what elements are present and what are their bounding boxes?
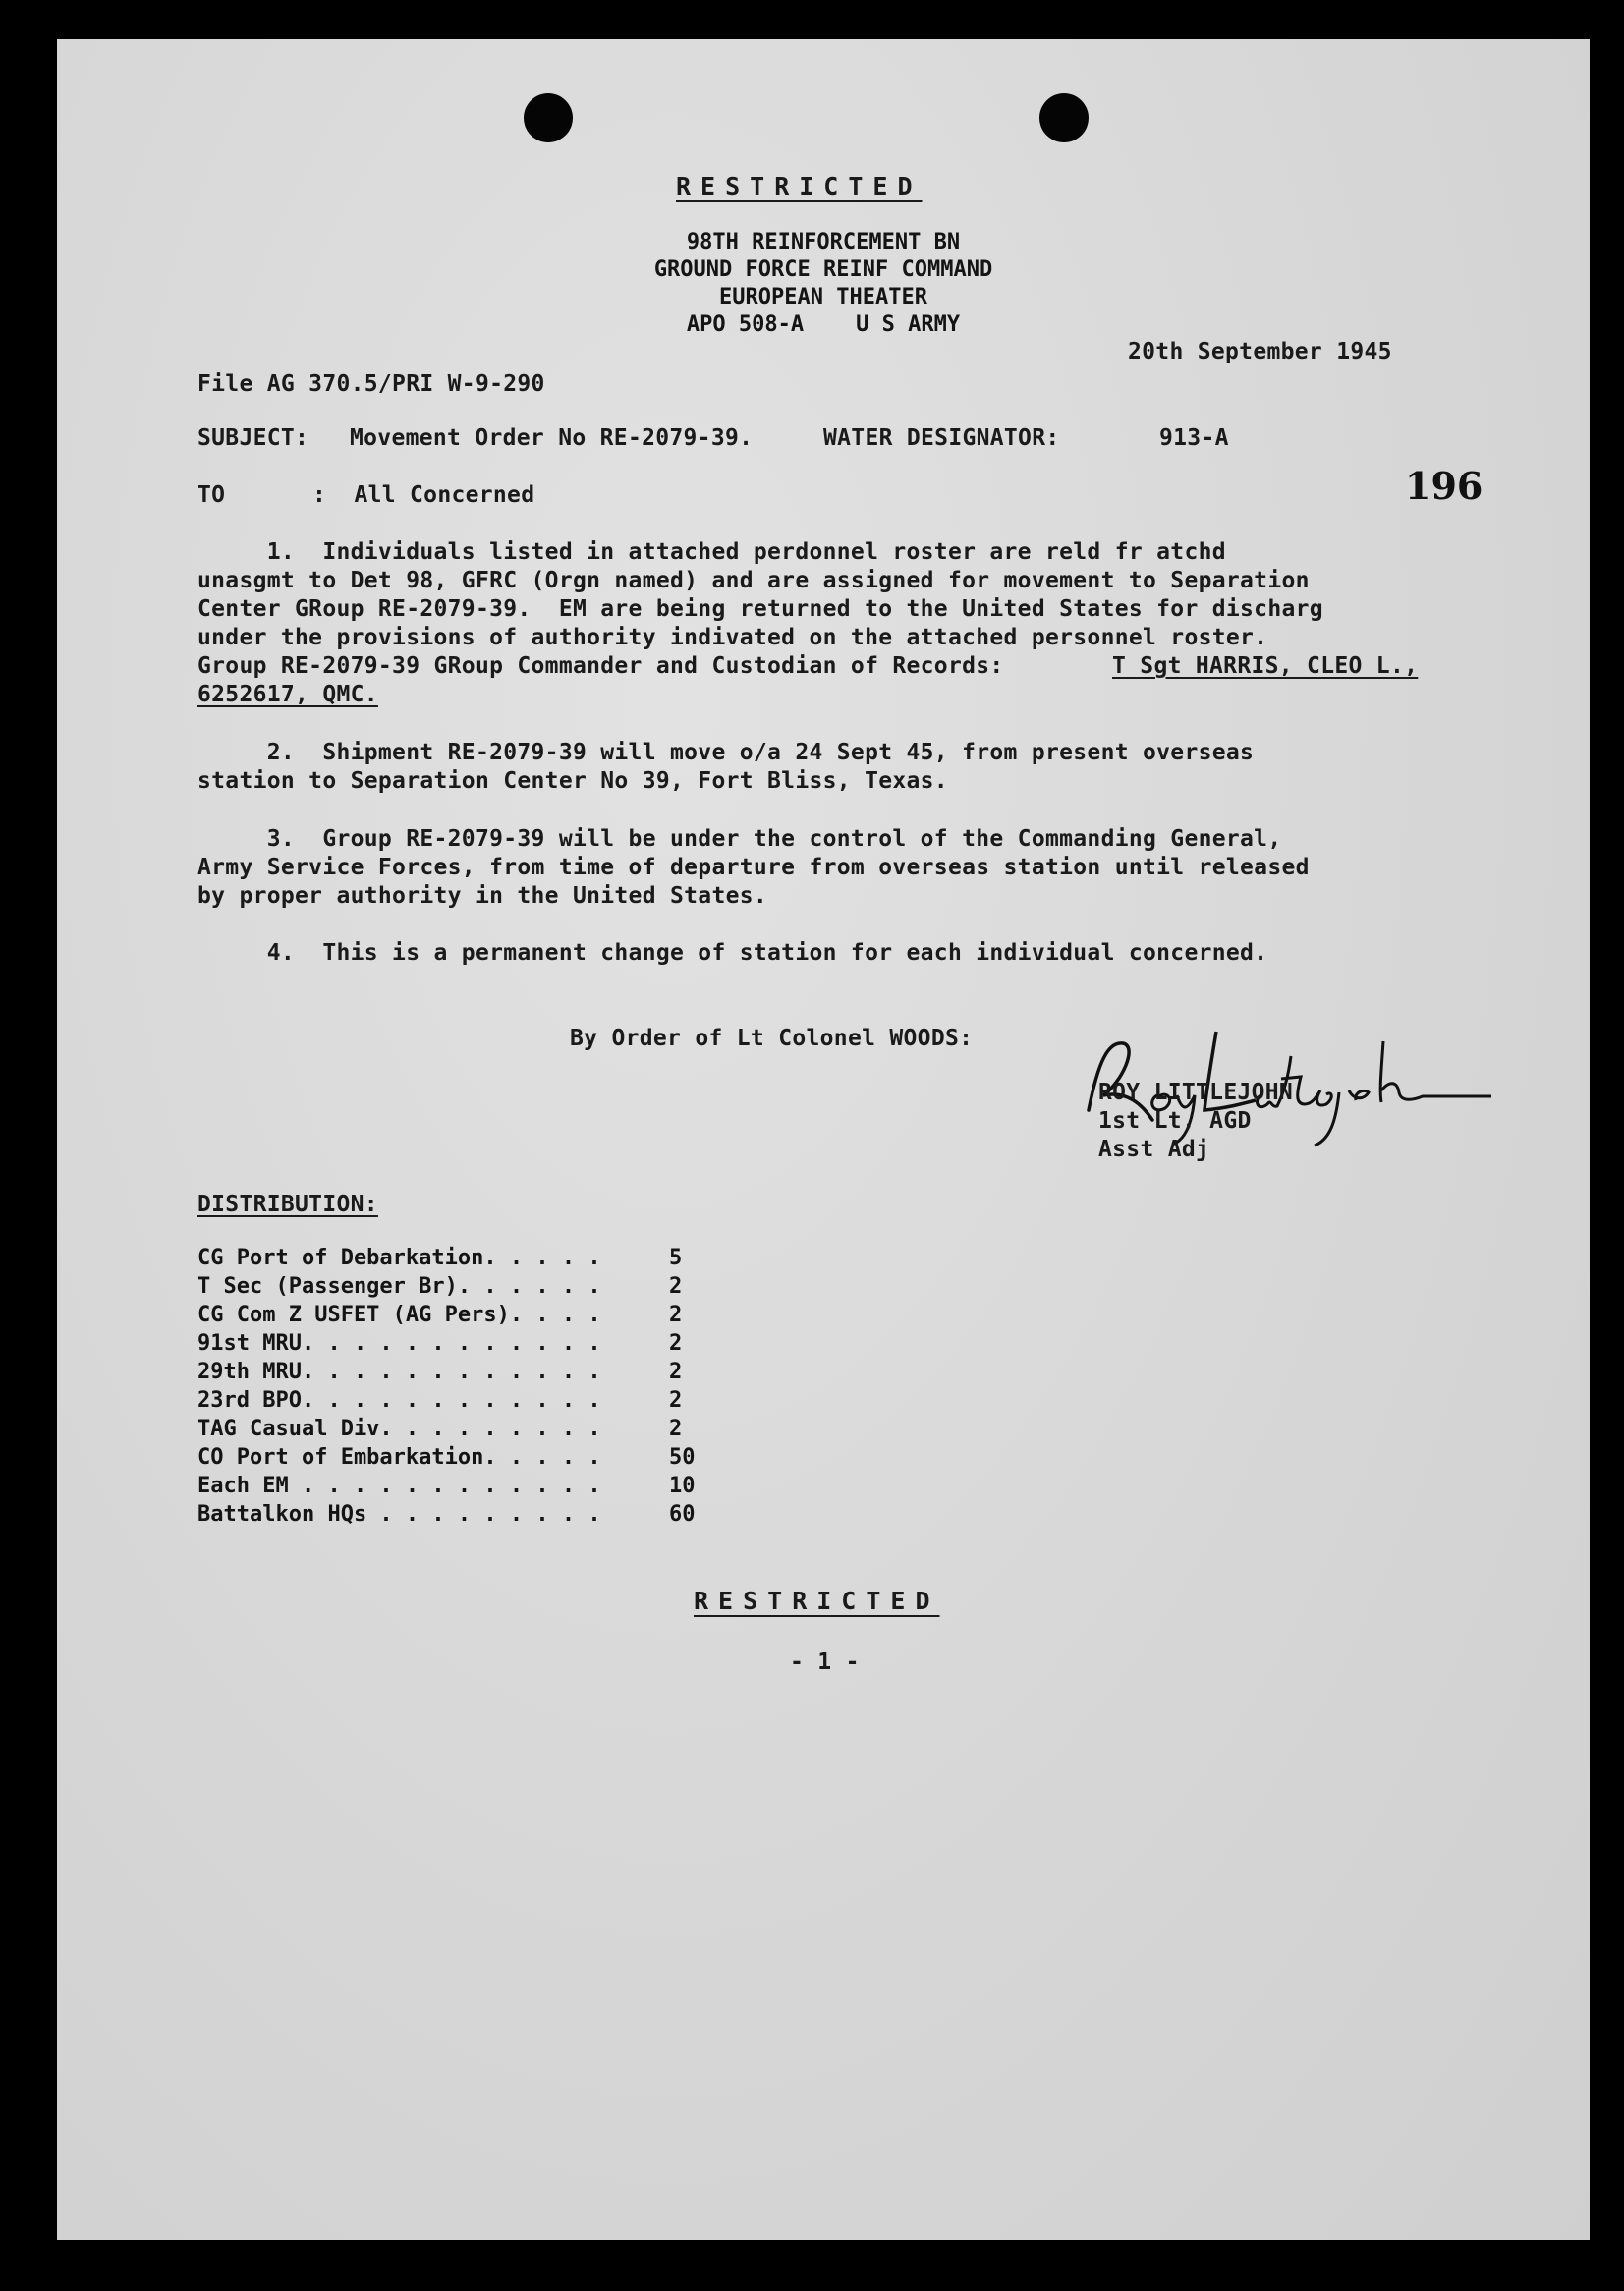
para3-line3: by proper authority in the United States. [197, 883, 768, 909]
distribution-label: CG Port of Debarkation. . . . . [197, 1246, 601, 1270]
distribution-row [197, 1472, 718, 1500]
water-designator-label: WATER DESIGNATOR: [823, 425, 1060, 451]
unit-line-3: EUROPEAN THEATER [719, 285, 927, 309]
para3-line2: Army Service Forces, from time of departure from overseas station until released [197, 855, 1310, 880]
distribution-qty: 10 [669, 1474, 696, 1498]
distribution-label: 23rd BPO. . . . . . . . . . . . [197, 1388, 601, 1413]
distribution-qty: 2 [669, 1303, 683, 1327]
unit-line-1: 98TH REINFORCEMENT BN [686, 230, 961, 254]
distribution-qty: 2 [669, 1331, 683, 1356]
to-value: : All Concerned [312, 482, 535, 508]
distribution-qty: 2 [669, 1360, 683, 1384]
document-date: 20th September 1945 [1128, 339, 1392, 364]
page-number: - 1 - [790, 1649, 860, 1675]
subject-value: Movement Order No RE-2079-39. [350, 425, 754, 451]
distribution-row [197, 1329, 718, 1358]
distribution-label: TAG Casual Div. . . . . . . . . [197, 1417, 601, 1441]
by-order-line: By Order of Lt Colonel WOODS: [570, 1026, 974, 1051]
classification-header: RESTRICTED [676, 172, 923, 200]
distribution-label: 91st MRU. . . . . . . . . . . . [197, 1331, 601, 1356]
unit-line-4: APO 508-A U S ARMY [686, 312, 961, 337]
distribution-label: 29th MRU. . . . . . . . . . . . [197, 1360, 601, 1384]
para3-line1: 3. Group RE-2079-39 will be under the control of the Commanding General, [197, 826, 1282, 852]
water-designator-value: 913-A [1159, 425, 1229, 451]
distribution-row [197, 1500, 718, 1529]
distribution-label: CG Com Z USFET (AG Pers). . . . [197, 1303, 601, 1327]
para2-line1: 2. Shipment RE-2079-39 will move o/a 24 Sept 45, from present overseas [197, 740, 1255, 765]
para2-line2: station to Separation Center No 39, Fort Bliss, Texas. [197, 768, 948, 794]
to-label: TO [197, 482, 226, 508]
document-page [57, 39, 1590, 2240]
custodian-name: T Sgt HARRIS, CLEO L., [1112, 653, 1419, 679]
distribution-qty: 2 [669, 1417, 683, 1441]
unit-line-2: GROUND FORCE REINF COMMAND [653, 257, 993, 282]
distribution-qty: 60 [669, 1502, 696, 1527]
para1-line4: under the provisions of authority indivated on the attached personnel roster. [197, 625, 1268, 650]
custodian-number: 6252617, QMC. [197, 682, 378, 707]
para1-line2: unasgmt to Det 98, GFRC (Orgn named) and are assigned for movement to Separation [197, 568, 1310, 593]
distribution-row [197, 1443, 718, 1472]
distribution-row [197, 1358, 718, 1386]
distribution-row [197, 1415, 718, 1443]
para1-line1: 1. Individuals listed in attached perdonnel roster are reld fr atchd [197, 539, 1226, 565]
subject-label: SUBJECT: [197, 425, 309, 451]
distribution-heading: DISTRIBUTION: [197, 1192, 378, 1217]
distribution-qty: 5 [669, 1246, 683, 1270]
distribution-list [197, 1244, 718, 1529]
distribution-row [197, 1272, 718, 1301]
distribution-row [197, 1244, 718, 1272]
punch-hole-left [524, 93, 573, 142]
stamp-number: 196 [1405, 464, 1484, 508]
para4-line1: 4. This is a permanent change of station for each individual concerned. [197, 940, 1268, 966]
classification-footer: RESTRICTED [694, 1587, 940, 1615]
distribution-qty: 2 [669, 1388, 683, 1413]
file-reference: File AG 370.5/PRI W-9-290 [197, 371, 545, 397]
distribution-label: T Sec (Passenger Br). . . . . . [197, 1274, 601, 1299]
distribution-qty: 2 [669, 1274, 683, 1299]
signer-rank: 1st Lt, AGD [1098, 1108, 1252, 1134]
punch-hole-right [1039, 93, 1089, 142]
para1-line5: Group RE-2079-39 GRoup Commander and Custodian of Records: [197, 653, 1004, 679]
distribution-label: Battalkon HQs . . . . . . . . . [197, 1502, 601, 1527]
para1-line3: Center GRoup RE-2079-39. EM are being returned to the United States for discharg [197, 596, 1323, 622]
distribution-label: Each EM . . . . . . . . . . . . [197, 1474, 601, 1498]
distribution-label: CO Port of Embarkation. . . . . [197, 1445, 601, 1470]
distribution-qty: 50 [669, 1445, 696, 1470]
signer-title: Asst Adj [1098, 1137, 1210, 1162]
distribution-row [197, 1386, 718, 1415]
distribution-row [197, 1301, 718, 1329]
signer-name: ROY LITTLEJOHN [1098, 1080, 1294, 1105]
